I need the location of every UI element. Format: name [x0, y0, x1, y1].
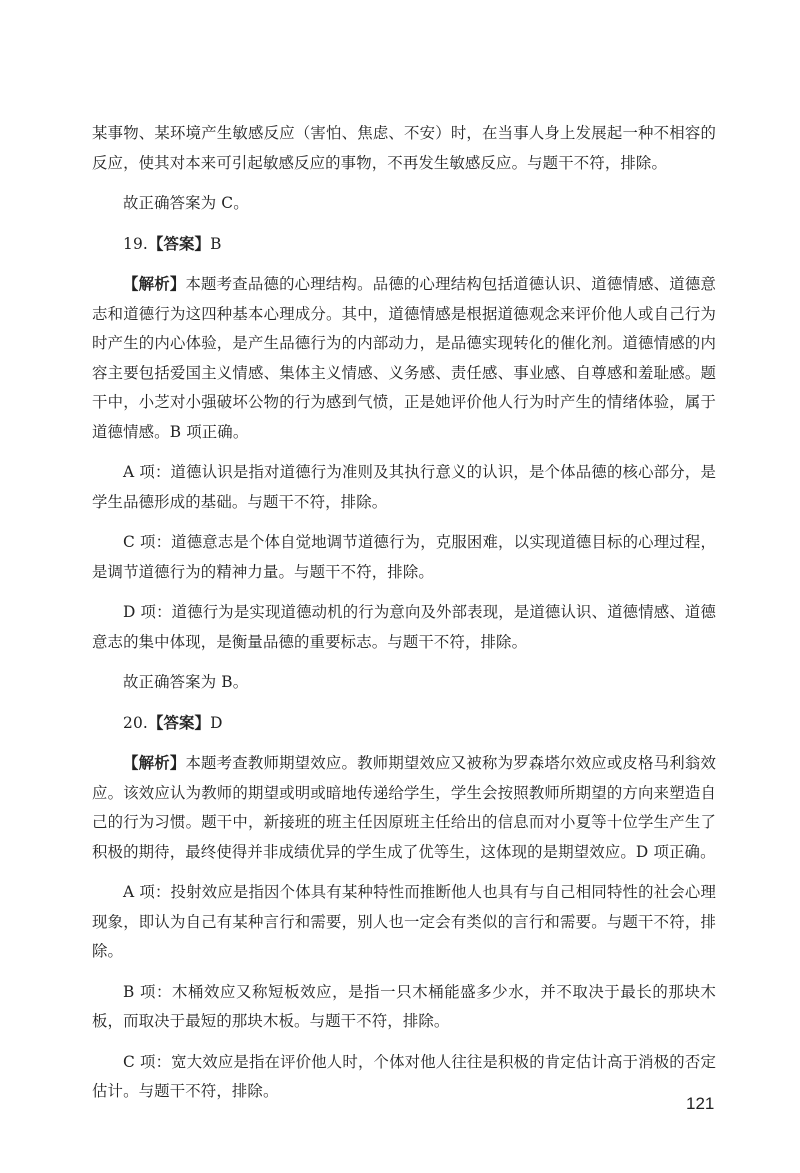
answer-label: 【答案】	[147, 713, 211, 732]
question-20-answer	[92, 709, 716, 739]
option-text: A 项：道德认识是指对道德行为准则及其执行意义的认识，是个体品德的核心部分，是学生品德形成的基础。与题干不符，排除。	[92, 463, 716, 511]
paragraph-answer-summary-18	[92, 189, 716, 219]
answer-label: 【答案】	[147, 234, 211, 253]
analysis-label: 【解析】	[123, 754, 186, 772]
question-20-option-c	[92, 1048, 716, 1107]
page-body	[92, 119, 716, 1118]
option-text: C 项：道德意志是个体自觉地调节道德行为，克服困难，以实现道德目标的心理过程，是调节道德行为的精神力量。与题干不符，排除。	[92, 533, 716, 581]
paragraph-text: 故正确答案为 B。	[123, 673, 249, 691]
question-19-option-a	[92, 458, 716, 517]
question-number: 20.	[123, 713, 148, 732]
question-19-option-c	[92, 528, 716, 587]
question-19-option-d	[92, 598, 716, 657]
analysis-label: 【解析】	[123, 275, 186, 293]
question-20-analysis	[92, 749, 716, 867]
analysis-text: 本题考查教师期望效应。教师期望效应又被称为罗森塔尔效应或皮格马利翁效应。该效应认为教师的期望或明或暗地传递给学生，学生会按照教师所期望的方向来塑造自己的行为习惯。题干中，新接班的班主任因原班主任给出的信息而对小夏等十位学生产生了积极的期待，最终使得并非成绩优异的学生成了优等生，这体现的是期望效应。D 项正确。	[92, 754, 716, 861]
option-text: C 项：宽大效应是指在评价他人时，个体对他人往往是积极的肯定估计高于消极的否定估计。与题干不符，排除。	[92, 1052, 716, 1100]
answer-choice: D	[210, 713, 223, 732]
paragraph-text: 某事物、某环境产生敏感反应（害怕、焦虑、不安）时，在当事人身上发展起一种不相容的反应，使其对本来可引起敏感反应的事物，不再发生敏感反应。与题干不符，排除。	[92, 124, 716, 172]
question-19-analysis	[92, 270, 716, 447]
paragraph-text: 故正确答案为 C。	[123, 194, 249, 212]
option-text: A 项：投射效应是指因个体具有某种特性而推断他人也具有与自己相同特性的社会心理现象，即认为自己有某种言行和需要，别人也一定会有类似的言行和需要。与题干不符，排除。	[92, 883, 716, 960]
option-text: D 项：道德行为是实现道德动机的行为意向及外部表现，是道德认识、道德情感、道德意志的集中体现，是衡量品德的重要标志。与题干不符，排除。	[92, 603, 716, 651]
answer-choice: B	[210, 234, 222, 253]
paragraph-answer-summary-19	[92, 668, 716, 698]
option-text: B 项：木桶效应又称短板效应，是指一只木桶能盛多少水，并不取决于最长的那块木板，而取决于最短的那块木板。与题干不符，排除。	[92, 982, 716, 1030]
page-number: 121	[686, 1094, 715, 1113]
analysis-text: 本题考查品德的心理结构。品德的心理结构包括道德认识、道德情感、道德意志和道德行为这四种基本心理成分。其中，道德情感是根据道德观念来评价他人或自己行为时产生的内心体验，是产生品德行为的内部动力，是品德实现转化的催化剂。道德情感的内容主要包括爱国主义情感、集体主义情感、义务感、责任感、事业感、自尊感和羞耻感。题干中，小芝对小强破坏公物的行为感到气愤，正是她评价他人行为时产生的情绪体验，属于道德情感。B 项正确。	[92, 275, 716, 441]
paragraph-desensitization-continuation	[92, 119, 716, 178]
question-19-answer	[92, 230, 716, 260]
question-20-option-b	[92, 978, 716, 1037]
question-20-option-a	[92, 878, 716, 967]
question-number: 19.	[123, 234, 148, 253]
